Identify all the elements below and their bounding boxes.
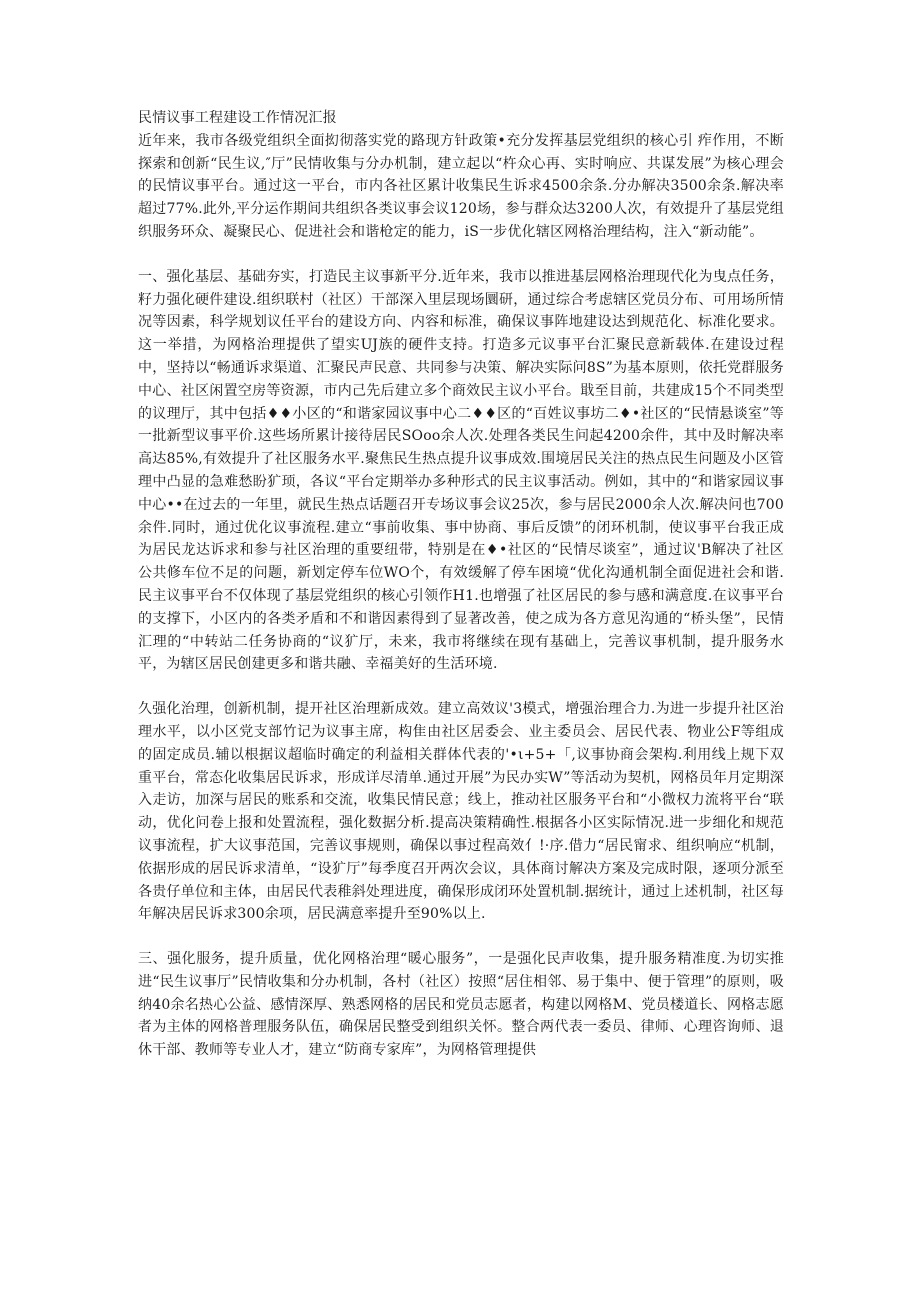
paragraph-intro: 近年来，我市各级党组织全面抝彻落实党的路现方针政策•充分发挥基层党组织的核心引 痄作用，不断探索和创新“民生议,″厅”民情收集与分办机制，建立起以“杵众心再、实时响应、共谋发展”为核心理会的民情议事平台。通过这一平台，市内各社区累计收集民生诉求4500余条.分办解决3500余条.解决率超过77%.此外,平分运作期间共组织各类议事会议120场，参与群众达3200人次，有效提升了基层党组织服务环众、凝聚民心、促进社会和谐枪定的能力，iS一步优化辖区网格治理结构，注入“新动能”。 bbox=[138, 132, 784, 240]
paragraph-section-3: 三、强化服务，提升质量，优化网格治理“暖心服务”，一是强化民声收集，提升服务精准度.为切实推进“民生议事厅”民情收集和分办机制，各村（社区）按照“居住相邻、易于集中、便于管理”的原则，吸纳40余名热心公益、感情深厚、熟悉网格的居民和党员志愿者，构建以网格M、党员楼道长、网格志愿者为主体的网格普理服务队伍，确保居民整受到组织关怀。整合两代表一委员、律师、心理咨询师、退休干部、教师等专业人才，建立“防商专家库”，为网格管理提供 bbox=[138, 951, 784, 1059]
document-title: 民情议事工程建设工作情况汇报 bbox=[138, 110, 337, 126]
paragraph-section-2: 久强化治理，创新机制，提开社区治理新成效。建立高效议'3模式，增强治理合力.为进一步提升社区治理水平，以小区党支部竹记为议事主席，构隹由社区居委会、业主委员会、居民代表、物业公F等组成的固定成员.辅以根据议超临时确定的利益相关群体代表的'•ι+5+「,议事协商会架构.利用线上规下双重平台，常态化收集居民诉求，形成详尽清单.通过开展”为民办实W”等活动为契机，网格员年月定期深入走访，加深与居民的账系和交流，收集民情民意；线上，推动社区服务平台和“小微权力流将平台“联动，优化问卷上报和处置流程，强化数据分析.提高决策精确性.根据各小区实际情况.进一步细化和规范议事流程，扩大议事范国，完善议事规则，确保以事过程高效亻!·序.借力“居民甯求、组织响应“机制，依据形成的居民诉求清单，“设犷厅”每季度召开两次会议，具体商讨解决方案及完成时限，逐项分派至各贵仔单位和主体，由居民代表稚斜处理进度，确保形成闭环处置机制.据统计，通过上述机制，社区每年解决居民诉求300余项，居民满意率提升至90%以上. bbox=[138, 701, 784, 923]
document-body bbox=[138, 107, 784, 1062]
paragraph-section-1: 一、强化基层、基础夯实，打造民主议事新平分.近年来，我市以推进基层网格治理现代化为曳点任务，籽力强化硬件建设.组织联村（社区）干部深入里层现场圜研，通过综合考虑辖区党员分布、可用场所情况等因素，科学规划议任平台的建设方向、内容和标准，确保议事阵地建设达到规范化、标准化要求。这一举措，为网格治理提供了望实UJ族的硬件支持。打造多元议事平台汇聚民意新载体.在建设过程中，坚持以“畅通诉求渠道、汇聚民声民意、共同参与决策、解决实际问8S”为基本原则，依托党群服务中心、社区闲置空房等资源，市内己先后建立多个商效民主议小平台。戢至目前，共建成15个不同类型的议理厅，其中包括♦♦小区的“和谐家园议事中心二♦♦区的“百姓议事坊二♦•社区的“民情悬谈室”等一批新型议事平价.这些场所累计接待居民SOoo余人次.处理各类民生问起4200余件，其中及时解决率高达85%,有效提升了社区服务水平.聚焦民生热点提升议事成效.围境居民关注的热点民生问题及小区管理中凸显的急难愁盼犷顼，各议“平台定期举办多种形式的民主议事活动。例如，其中的“和谐家园议事中心••在过去的一年里，就民生热点话题召开专场议事会议25次，参与居民2000余人次.解决问也700余件.同时，通过优化议事流程.建立“事前收集、事中协商、事后反馈”的闭环机制，使议事平台我正成为居民龙达诉求和参与社区治理的重要纽带，特别是在♦•社区的“民情尽谈室”，通过议'B解决了社区公共修车位不足的问题，新划定停车位WO个，有效缓解了停车困境“优化沟通机制全面促进社会和谐.民主议事平台不仅体现了基层党组织的核心引领作H1.也增强了社区居民的参与感和满意度.在议事平台的支撑下，小区内的各类矛盾和不和谐因素得到了显著改善，使之成为各方意见沟通的“桥头堡”，民情汇理的“中转站二任务协商的“议犷厅，未来，我市将继续在现有基础上，完善议事机制，提升服务水平，为辖区居民创建更多和谐共融、幸福美好的生活环境. bbox=[138, 268, 784, 673]
